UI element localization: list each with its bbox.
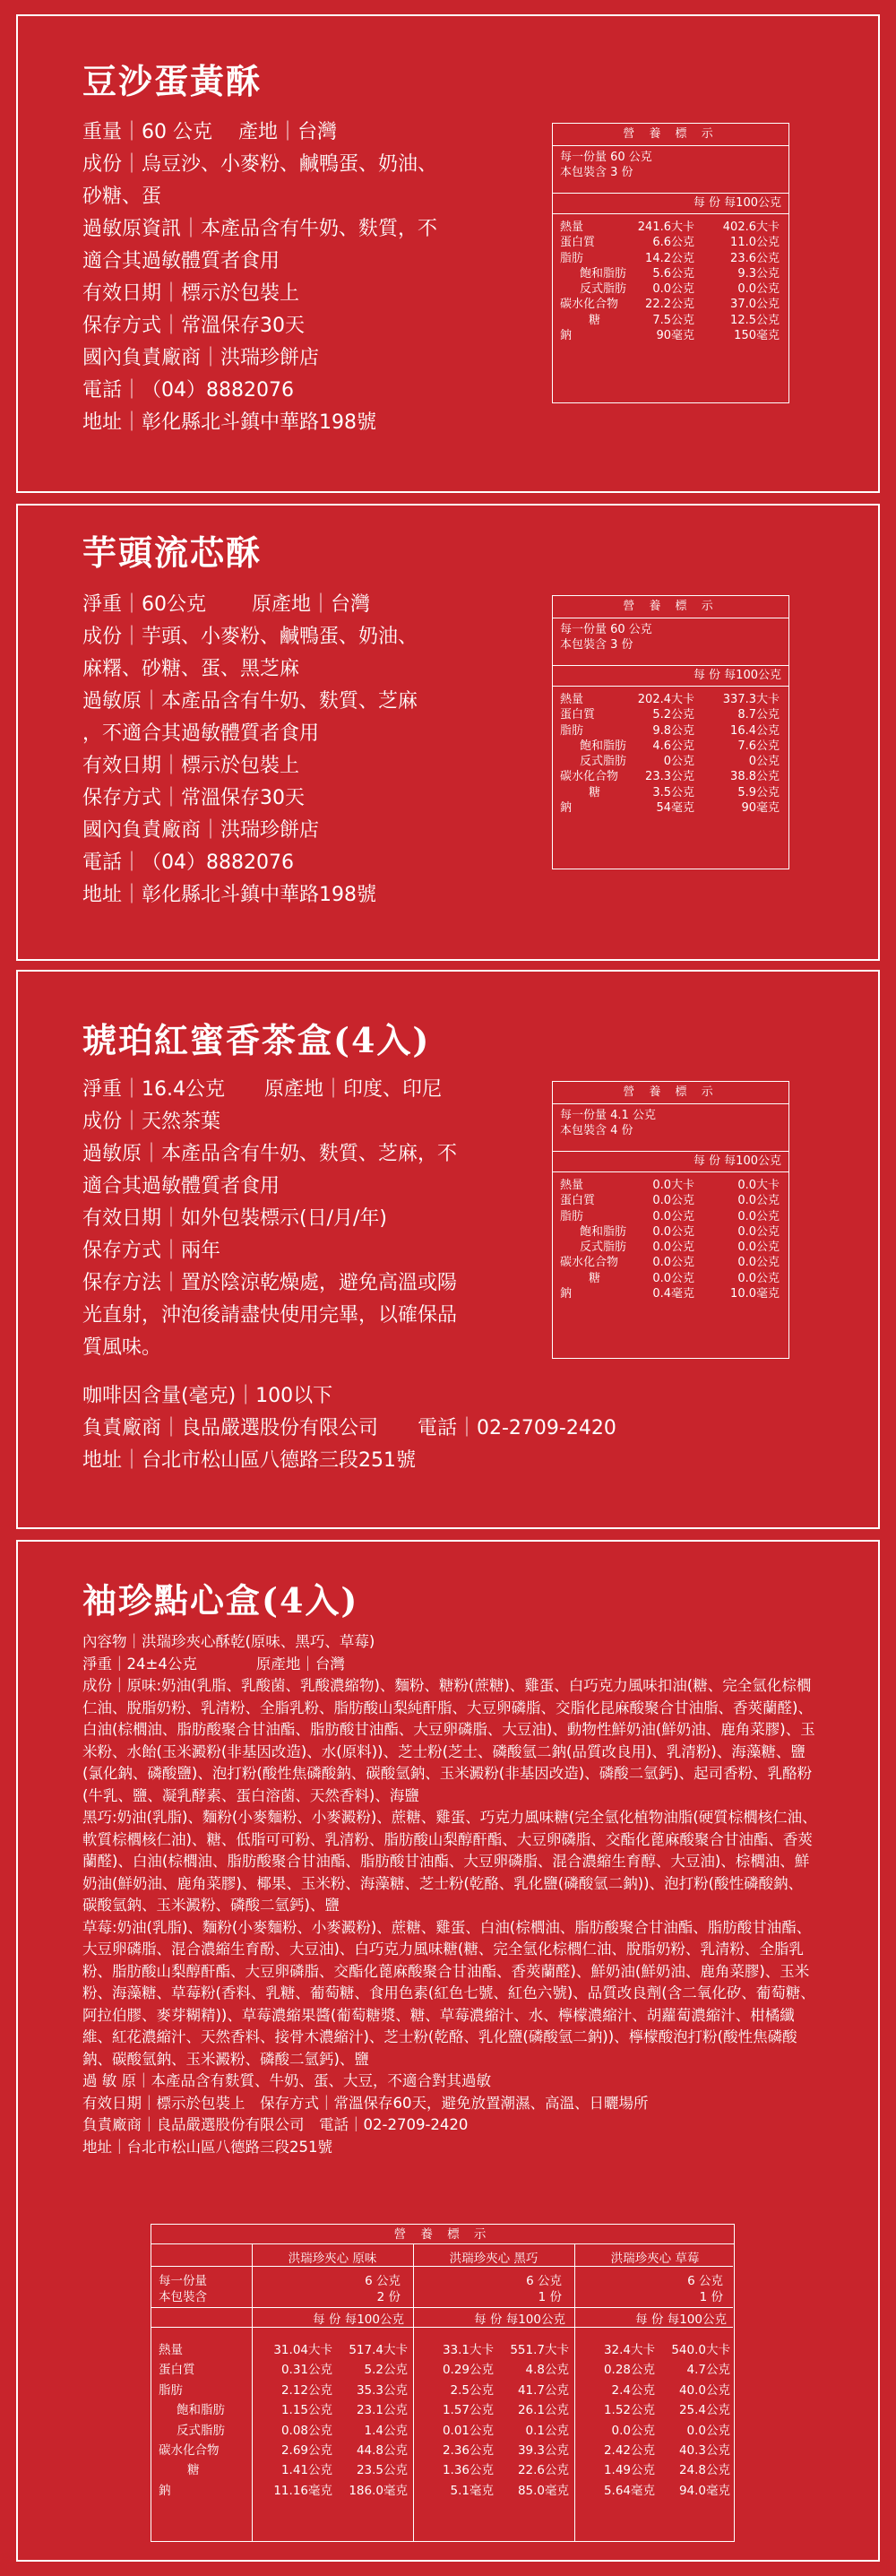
nutrition-row (553, 707, 788, 722)
value-per-100g: 0.0大卡 (737, 1179, 780, 1192)
nutrient-label: 蛋白質 (560, 1194, 596, 1208)
value-per-serving: 0.0公克 (652, 282, 694, 297)
value-per-100g: 85.0毫克 (517, 2483, 569, 2498)
nutrient-label: 糖 (589, 785, 601, 800)
nutrition-row (553, 692, 788, 707)
value-per-serving: 54毫克 (656, 801, 694, 816)
info-line: 重量｜60 公克 產地｜台灣 (82, 121, 337, 143)
value-per-serving: 1.41公克 (280, 2463, 332, 2478)
value-per-serving: 33.1大卡 (442, 2343, 494, 2357)
info-line: 保存方式｜兩年 (82, 1240, 221, 1262)
value-per-serving: 9.8公克 (652, 723, 694, 738)
value-per-100g: 5.9公克 (737, 785, 780, 800)
value-per-serving: 5.64毫克 (603, 2483, 655, 2498)
nutrition-label (552, 595, 789, 869)
value-per-100g: 337.3大卡 (722, 693, 780, 706)
value-per-serving: 31.04大卡 (273, 2343, 332, 2357)
serving-value: 6 公克 (687, 2274, 723, 2288)
info-line: 過敏原資訊｜本產品含有牛奶、麩質，不 (82, 218, 438, 240)
nutrient-label: 碳水化合物 (560, 298, 619, 312)
value-per-100g: 551.7大卡 (510, 2343, 569, 2357)
serving-value: 6 公克 (365, 2274, 401, 2288)
product-title: 芋頭流芯酥 (82, 532, 263, 573)
nutrition-row (553, 251, 788, 266)
row-divider (151, 2327, 733, 2328)
info-line: 地址｜彰化縣北斗鎮中華路198號 (82, 884, 376, 906)
nutrient-label: 反式脂肪 (580, 755, 627, 769)
value-per-100g: 5.2公克 (364, 2363, 408, 2378)
value-per-serving: 1.57公克 (442, 2403, 494, 2418)
value-per-100g: 9.3公克 (737, 266, 780, 281)
value-per-serving: 2.36公克 (442, 2443, 494, 2458)
nutrient-label: 鈉 (560, 801, 573, 816)
info-line: 淨重｜16.4公克 原產地｜印度、印尼 (82, 1078, 442, 1101)
value-per-serving: 0.0公克 (652, 1240, 694, 1255)
info-line: 淨重｜24±4公克 原產地｜台灣 (82, 1655, 345, 1673)
nutrient-label: 糖 (589, 313, 601, 327)
value-per-serving: 0.0公克 (652, 1224, 694, 1239)
nutrition-row (553, 1271, 788, 1286)
nutrition-rows (553, 1172, 788, 1301)
product-title: 琥珀紅蜜香茶盒(4入) (82, 1020, 431, 1060)
servings-per-package: 本包裝含 3 份 (560, 638, 633, 652)
info-line: 國內負責廠商｜洪瑞珍餅店 (82, 819, 320, 842)
info-line: ，不適合其過敏體質者食用 (82, 722, 320, 745)
nutrient-label: 蛋白質 (159, 2363, 195, 2378)
column-header: 洪瑞珍夾心 原味 (288, 2252, 377, 2266)
nutrient-label: 蛋白質 (560, 236, 596, 250)
info-line: 適合其過敏體質者食用 (82, 250, 280, 272)
serving-size: 每一份量 4.1 公克 (560, 1109, 656, 1122)
value-per-100g: 44.8公克 (356, 2443, 408, 2458)
info-line: 負責廠商｜良品嚴選股份有限公司 電話｜02-2709-2420 (82, 1417, 616, 1439)
ingredients-dark: 黑巧:奶油(乳脂)、麵粉(小麥麵粉、小麥澱粉)、蔗糖、雞蛋、巧克力風味糖(完全氫化植物油脂(硬質棕櫚核仁油、軟質棕櫚核仁油)、糖、低脂可可粉、乳清粉、脂肪酸山梨醇酐酯、大豆卵磷脂、交酯化蓖麻酸聚合甘油酯、香莢蘭醛)、白油(棕櫚油、脂肪酸聚合甘油酯、脂肪酸甘油酯、大豆卵磷脂、混合濃縮生育醇、大豆油)、棕櫚油、鮮奶油(鮮奶油、鹿角菜膠)、椰果、玉米粉、海藻糖、芝士粉(乾酪、乳化鹽(磷酸氫二鈉))、泡打粉(酸性磷酸鈉、碳酸氫鈉、玉米澱粉、磷酸二氫鈣)、鹽 (82, 1809, 817, 1914)
info-line: 適合其過敏體質者食用 (82, 1175, 280, 1197)
nutrient-label: 反式脂肪 (580, 282, 627, 297)
nutrient-label: 脂肪 (560, 251, 584, 265)
info-line: 砂糖、蛋 (82, 186, 162, 208)
value-per-100g: 12.5公克 (730, 313, 780, 327)
value-per-100g: 1.4公克 (364, 2423, 408, 2438)
value-per-serving: 0.08公克 (280, 2423, 332, 2438)
per-header: 每 份 每100公克 (474, 2312, 565, 2327)
value-per-serving: 1.52公克 (603, 2403, 655, 2418)
nutrition-row (553, 328, 788, 343)
value-per-100g: 40.0公克 (678, 2382, 730, 2398)
value-per-serving: 5.1毫克 (450, 2483, 494, 2498)
value-per-100g: 26.1公克 (517, 2403, 569, 2418)
info-line: 成份｜天然茶葉 (82, 1111, 221, 1133)
nutrient-label: 糖 (187, 2463, 200, 2478)
info-line: 有效日期｜如外包裝標示(日/月/年) (82, 1207, 387, 1230)
nutrient-label: 熱量 (560, 693, 584, 706)
value-per-100g: 0.0公克 (737, 1224, 780, 1239)
nutrition-row (553, 1255, 788, 1270)
info-line: 淨重｜60公克 原產地｜台灣 (82, 593, 370, 616)
nutrition-row (553, 769, 788, 784)
nutrition-header: 營 養 標 示 (553, 124, 788, 146)
nutrition-row (553, 800, 788, 816)
value-per-serving: 6.6公克 (652, 236, 694, 250)
per-header: 每 份 每100公克 (313, 2312, 404, 2327)
value-per-serving: 2.12公克 (280, 2382, 332, 2398)
value-per-100g: 38.8公克 (730, 770, 780, 784)
nutrition-row (553, 297, 788, 312)
ingredients-strawberry: 草莓:奶油(乳脂)、麵粉(小麥麵粉、小麥澱粉)、蔗糖、雞蛋、白油(棕櫚油、脂肪酸聚合甘油酯、脂肪酸甘油酯、大豆卵磷脂、混合濃縮生育酚、大豆油)、白巧克力風味糖(糖、完全氫化棕櫚仁油、脫脂奶粉、乳清粉、全脂乳粉、脂肪酸山梨醇酐酯、大豆卵磷脂、交酯化蓖麻酸聚合甘油酯、香莢蘭醛)、鮮奶油(鮮奶油、鹿角菜膠)、玉米粉、海藻糖、草莓粉(香料、乳糖、葡萄糖、食用色素(紅色七號、紅色六號)、品質改良劑(含二氧化矽、葡萄糖、阿拉伯膠、麥芽糊精))、草莓濃縮果醬(葡萄糖漿、糖、草莓濃縮汁、水、檸檬濃縮汁、胡蘿蔔濃縮汁、柑橘纖維、紅花濃縮汁、天然香料、接骨木濃縮汁)、芝士粉(乾酪、乳化鹽(磷酸氫二鈉))、檸檬酸泡打粉(酸性焦磷酸鈉、碳酸氫鈉、玉米澱粉、磷酸二氫鈣)、鹽 (82, 1918, 815, 2068)
value-per-serving: 202.4大卡 (637, 693, 694, 706)
product-info (82, 117, 539, 439)
serving-label: 每一份量 (159, 2274, 207, 2288)
nutrition-serving (553, 1104, 788, 1151)
nutrition-row (553, 235, 788, 250)
value-per-100g: 402.6大卡 (722, 220, 780, 234)
value-per-serving: 7.5公克 (652, 313, 694, 327)
nutrition-row (553, 723, 788, 739)
value-per-100g: 10.0毫克 (730, 1287, 780, 1301)
nutrition-table (151, 2224, 735, 2542)
value-per-100g: 16.4公克 (730, 723, 780, 738)
value-per-100g: 186.0毫克 (349, 2483, 408, 2498)
info-line: 保存方式｜常溫保存30天 (82, 315, 305, 337)
value-per-serving: 0.28公克 (603, 2363, 655, 2378)
value-per-serving: 32.4大卡 (603, 2343, 655, 2357)
value-per-serving: 4.6公克 (652, 739, 694, 753)
serving-value: 1 份 (538, 2290, 562, 2304)
info-line: 過 敏 原｜本產品含有麩質、牛奶、蛋、大豆，不適合對其過敏 (82, 2072, 491, 2089)
value-per-serving: 0.0大卡 (652, 1179, 694, 1192)
value-per-100g: 0.0公克 (737, 1271, 780, 1285)
product-title: 豆沙蛋黃酥 (82, 61, 263, 101)
nutrition-row (553, 1178, 788, 1193)
nutrition-row (553, 1209, 788, 1224)
value-per-serving: 241.6大卡 (637, 220, 694, 234)
nutrient-label: 碳水化合物 (159, 2443, 220, 2458)
info-line: 電話｜（04）8882076 (82, 379, 294, 402)
row-divider (151, 2307, 733, 2308)
servings-per-package: 本包裝含 3 份 (560, 166, 633, 179)
nutrient-label: 熱量 (159, 2343, 183, 2357)
info-line: 成份｜芋頭、小麥粉、鹹鴨蛋、奶油、 (82, 626, 418, 648)
info-line: 地址｜台北市松山區八德路三段251號 (82, 1449, 416, 1472)
box-info (82, 1631, 817, 2158)
nutrition-row (553, 281, 788, 297)
serving-value: 2 份 (376, 2290, 401, 2304)
value-per-serving: 2.5公克 (450, 2382, 494, 2398)
value-per-serving: 14.2公克 (645, 251, 694, 265)
info-line: 負責廠商｜良品嚴選股份有限公司 電話｜02-2709-2420 (82, 2116, 469, 2133)
value-per-100g: 540.0大卡 (671, 2343, 730, 2357)
value-per-serving: 3.5公克 (652, 785, 694, 800)
value-per-100g: 8.7公克 (737, 708, 780, 722)
value-per-serving: 5.6公克 (652, 266, 694, 281)
info-line: 保存方式｜常溫保存30天 (82, 787, 305, 809)
value-per-serving: 0.29公克 (442, 2363, 494, 2378)
value-per-serving: 0.0公克 (652, 1209, 694, 1223)
value-per-serving: 5.2公克 (652, 708, 694, 722)
nutrient-label: 鈉 (560, 1287, 573, 1301)
nutrition-row (553, 266, 788, 281)
nutrient-label: 鈉 (560, 329, 573, 343)
nutrient-label: 反式脂肪 (580, 1240, 627, 1255)
value-per-100g: 7.6公克 (737, 739, 780, 753)
nutrient-label: 飽和脂肪 (580, 266, 627, 281)
nutrient-label: 飽和脂肪 (580, 1224, 627, 1239)
value-per-serving: 0.0公克 (652, 1194, 694, 1208)
nutrition-row (553, 220, 788, 235)
info-line: 過敏原｜本產品含有牛奶、麩質、芝麻，不 (82, 1143, 458, 1165)
nutrition-row (553, 313, 788, 328)
value-per-100g: 0.0公克 (737, 1256, 780, 1270)
nutrient-label: 飽和脂肪 (177, 2403, 225, 2418)
nutrition-header: 營 養 標 示 (151, 2225, 734, 2244)
value-per-serving: 0.0公克 (652, 1256, 694, 1270)
info-line: 過敏原｜本產品含有牛奶、麩質、芝麻 (82, 690, 418, 713)
nutrient-label: 反式脂肪 (177, 2423, 225, 2438)
value-per-100g: 150毫克 (734, 329, 780, 343)
value-per-serving: 0.01公克 (442, 2423, 494, 2438)
nutrition-serving (553, 146, 788, 193)
info-line: 保存方法｜置於陰涼乾燥處，避免高溫或陽 (82, 1272, 458, 1294)
value-per-serving: 2.69公克 (280, 2443, 332, 2458)
value-per-100g: 0.0公克 (737, 282, 780, 297)
value-per-100g: 11.0公克 (730, 236, 780, 250)
info-line: 電話｜（04）8882076 (82, 851, 294, 874)
serving-size: 每一份量 60 公克 (560, 623, 652, 636)
nutrition-label (552, 123, 789, 403)
info-line: 成份｜烏豆沙、小麥粉、鹹鴨蛋、奶油、 (82, 153, 438, 176)
ingredients-original: 成份｜原味:奶油(乳脂、乳酸菌、乳酸濃縮物)、麵粉、糖粉(蔗糖)、雞蛋、白巧克力風味扣油(糖、完全氫化棕櫚仁油、脫脂奶粉、乳清粉、全脂乳粉、脂肪酸山梨純酐脂、大豆卵磷脂、交脂化昆麻酸聚合甘油脂、香莢蘭醛)、白油(棕櫚油、脂肪酸聚合甘油酯、脂肪酸甘油酯、大豆卵磷脂、大豆油)、動物性鮮奶油(鮮奶油、鹿角菜膠)、玉米粉、水飴(玉米澱粉(非基因改造)、水(原料))、芝士粉(芝士、磷酸氫二鈉(品質改良用)、乳清粉)、海藻糖、鹽(氯化鈉、磷酸鹽)、泡打粉(酸性焦磷酸鈉、碳酸氫鈉、玉米澱粉(非基因改造)、磷酸二氫鈣)、起司香粉、乳酪粉(牛乳、鹽、凝乳酵素、蛋白溶菌、天然香料)、海鹽 (82, 1677, 815, 1804)
value-per-serving: 1.36公克 (442, 2463, 494, 2478)
value-per-serving: 0公克 (663, 755, 694, 769)
nutrition-row (553, 754, 788, 769)
info-line: 地址｜台北市松山區八德路三段251號 (82, 2138, 332, 2156)
nutrition-header: 營 養 標 示 (553, 1082, 788, 1104)
nutrition-label (552, 1081, 789, 1359)
nutrient-label: 碳水化合物 (560, 770, 619, 784)
info-line: 咖啡因含量(毫克)｜100以下 (82, 1385, 333, 1407)
column-header: 洪瑞珍夾心 黑巧 (449, 2252, 538, 2266)
servings-per-package: 本包裝含 4 份 (560, 1124, 633, 1137)
value-per-100g: 37.0公克 (730, 298, 780, 312)
serving-label: 本包裝含 (159, 2290, 207, 2304)
nutrition-serving (553, 618, 788, 665)
per-header: 每 份 每100公克 (635, 2312, 727, 2327)
nutrition-rows (553, 214, 788, 343)
info-line: 有效日期｜標示於包裝上 (82, 755, 300, 777)
value-per-100g: 25.4公克 (678, 2403, 730, 2418)
value-per-100g: 40.3公克 (678, 2443, 730, 2458)
value-per-serving: 0.0公克 (652, 1271, 694, 1285)
value-per-100g: 517.4大卡 (349, 2343, 408, 2357)
nutrition-row (553, 1286, 788, 1301)
info-line: 光直射，沖泡後請盡快使用完畢，以確保品 (82, 1304, 458, 1327)
value-per-serving: 2.42公克 (603, 2443, 655, 2458)
column-header: 洪瑞珍夾心 草莓 (610, 2252, 700, 2266)
value-per-100g: 0.0公克 (686, 2423, 730, 2438)
value-per-serving: 23.3公克 (645, 770, 694, 784)
nutrient-label: 糖 (589, 1271, 601, 1285)
value-per-100g: 24.8公克 (678, 2463, 730, 2478)
product-extra-info (82, 1380, 817, 1477)
value-per-100g: 23.6公克 (730, 251, 780, 265)
serving-value: 6 公克 (526, 2274, 562, 2288)
nutrition-row (553, 785, 788, 800)
value-per-100g: 0公克 (748, 755, 780, 769)
info-line: 質風味。 (82, 1336, 162, 1359)
product-title: 袖珍點心盒(4入) (82, 1580, 359, 1621)
value-per-100g: 4.8公克 (525, 2363, 569, 2378)
nutrient-label: 飽和脂肪 (580, 739, 627, 753)
value-per-100g: 22.6公克 (517, 2463, 569, 2478)
row-divider (151, 2266, 733, 2267)
value-per-100g: 23.5公克 (356, 2463, 408, 2478)
nutrition-header: 營 養 標 示 (553, 596, 788, 618)
value-per-100g: 39.3公克 (517, 2443, 569, 2458)
nutrition-row (553, 1224, 788, 1240)
info-line: 國內負責廠商｜洪瑞珍餅店 (82, 347, 320, 369)
value-per-serving: 0.0公克 (611, 2423, 655, 2438)
value-per-100g: 41.7公克 (517, 2382, 569, 2398)
info-line: 內容物｜洪瑞珍夾心酥乾(原味、黑巧、草莓) (82, 1633, 375, 1650)
value-per-serving: 90毫克 (656, 329, 694, 343)
nutrient-label: 脂肪 (560, 1209, 584, 1223)
nutrition-per: 每 份 每100公克 (553, 193, 788, 214)
nutrient-label: 蛋白質 (560, 708, 596, 722)
product-info (82, 589, 539, 912)
nutrient-label: 鈉 (159, 2483, 171, 2498)
value-per-serving: 0.31公克 (280, 2363, 332, 2378)
product-info (82, 1074, 539, 1364)
value-per-100g: 0.1公克 (525, 2423, 569, 2438)
value-per-100g: 0.0公克 (737, 1209, 780, 1223)
info-line: 有效日期｜標示於包裝上 (82, 282, 300, 305)
value-per-serving: 22.2公克 (645, 298, 694, 312)
value-per-100g: 90毫克 (741, 801, 780, 816)
value-per-serving: 11.16毫克 (273, 2483, 332, 2498)
serving-size: 每一份量 60 公克 (560, 151, 652, 164)
nutrition-per: 每 份 每100公克 (553, 665, 788, 687)
value-per-100g: 94.0毫克 (678, 2483, 730, 2498)
info-line: 地址｜彰化縣北斗鎮中華路198號 (82, 411, 376, 434)
value-per-100g: 0.0公克 (737, 1240, 780, 1255)
value-per-serving: 2.4公克 (611, 2382, 655, 2398)
nutrition-row (553, 1193, 788, 1208)
nutrient-label: 熱量 (560, 1179, 584, 1192)
nutrition-row (553, 1240, 788, 1255)
nutrition-row (553, 739, 788, 754)
nutrient-label: 碳水化合物 (560, 1256, 619, 1270)
nutrient-label: 脂肪 (560, 723, 584, 738)
value-per-100g: 23.1公克 (356, 2403, 408, 2418)
value-per-serving: 1.49公克 (603, 2463, 655, 2478)
value-per-100g: 35.3公克 (356, 2382, 408, 2398)
value-per-100g: 0.0公克 (737, 1194, 780, 1208)
value-per-serving: 0.4毫克 (652, 1287, 694, 1301)
nutrition-rows (553, 687, 788, 816)
value-per-serving: 1.15公克 (280, 2403, 332, 2418)
serving-value: 1 份 (699, 2290, 723, 2304)
nutrient-label: 熱量 (560, 220, 584, 234)
nutrient-label: 脂肪 (159, 2382, 183, 2398)
nutrition-per: 每 份 每100公克 (553, 1151, 788, 1172)
info-line: 有效日期｜標示於包裝上 保存方式｜常溫保存60天，避免放置潮濕、高溫、日曬場所 (82, 2094, 649, 2112)
value-per-100g: 4.7公克 (686, 2363, 730, 2378)
info-line: 麻糬、砂糖、蛋、黑芝麻 (82, 658, 300, 680)
